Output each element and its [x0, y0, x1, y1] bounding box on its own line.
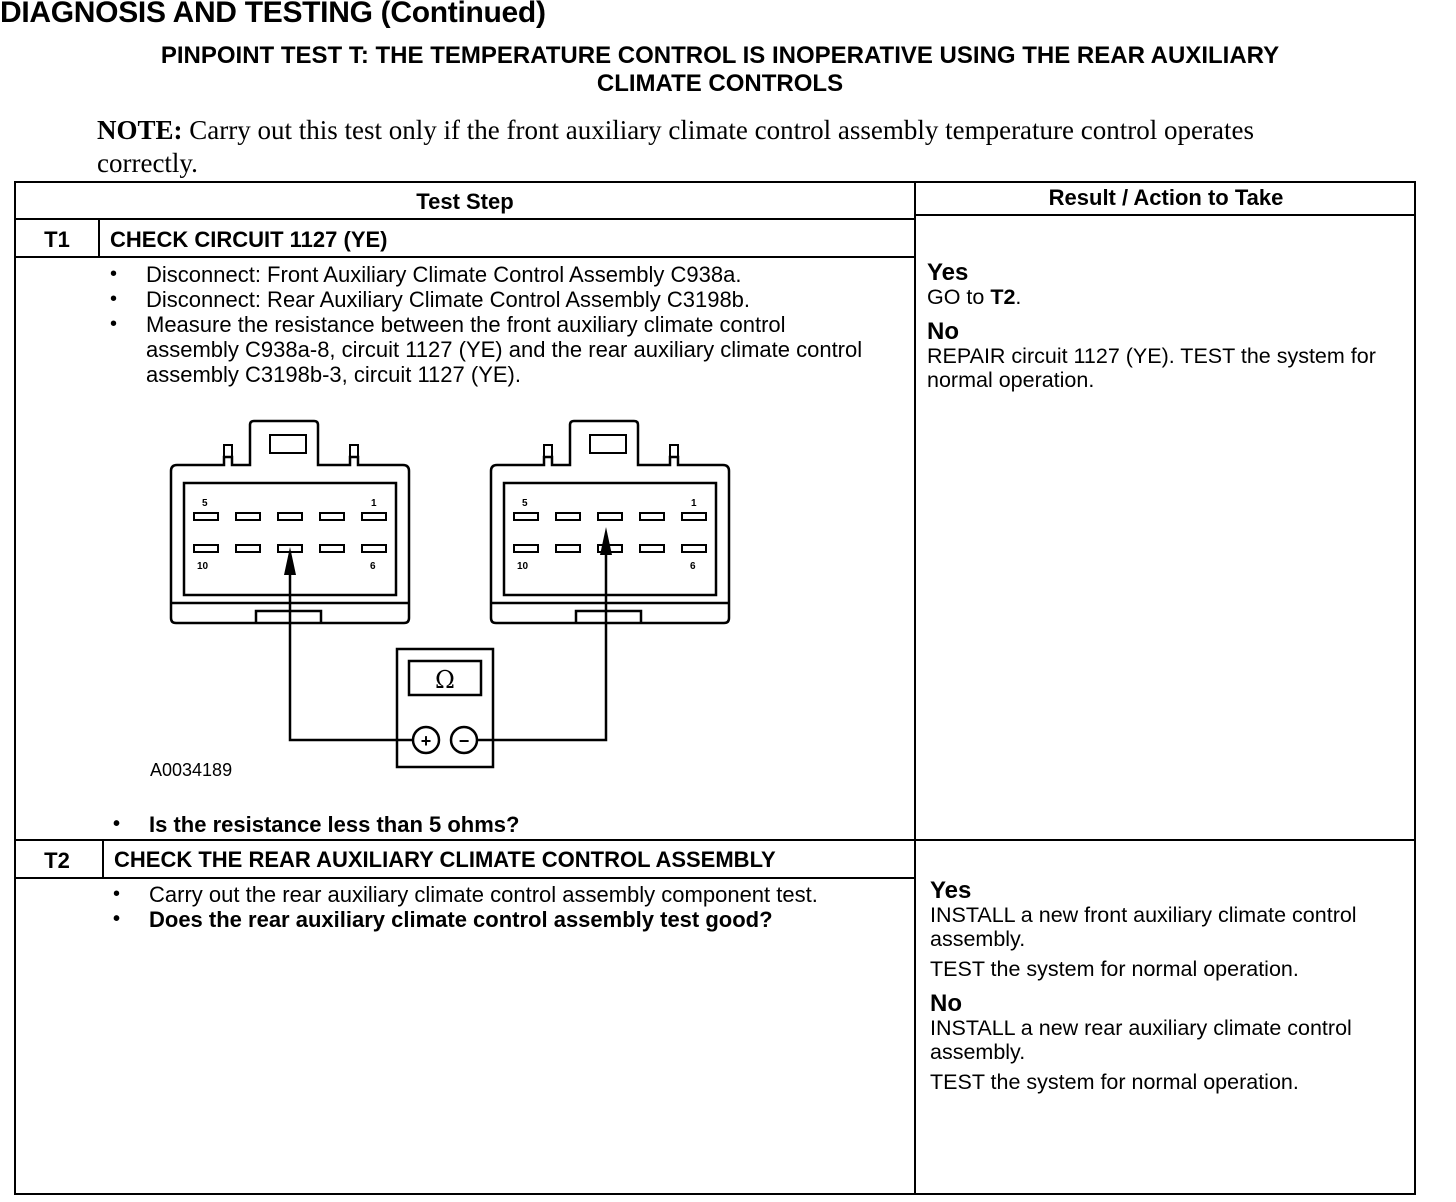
- no-action-t1: REPAIR circuit 1127 (YE). TEST the system for normal operation.: [927, 344, 1376, 392]
- step-title-t2: CHECK THE REAR AUXILIARY CLIMATE CONTROL ASSEMBLY: [114, 847, 776, 872]
- step-title-t1: CHECK CIRCUIT 1127 (YE): [110, 227, 388, 252]
- step-id-divider-t2: [102, 841, 104, 877]
- yes-label-t1: Yes: [927, 259, 969, 286]
- test-table: [14, 181, 1416, 1195]
- positive-lead: [290, 573, 413, 740]
- no-label-t2: No: [930, 990, 962, 1017]
- step-item: • Disconnect: Rear Auxiliary Climate Control Assembly C3198b.: [110, 287, 870, 312]
- step-question: • Is the resistance less than 5 ohms?: [113, 812, 893, 837]
- yes-action-t1: GO to T2.: [927, 285, 1022, 309]
- step-divider: [16, 839, 1414, 841]
- page-header: DIAGNOSIS AND TESTING (Continued): [0, 0, 546, 29]
- step-title-underline-t2: [16, 877, 914, 879]
- note: [97, 114, 1277, 180]
- result-t1: [927, 260, 1397, 392]
- column-header-result: Result / Action to Take: [1048, 185, 1284, 210]
- subtitle-line-2: CLIMATE CONTROLS: [596, 70, 844, 97]
- pin-label-1-front: 1: [371, 498, 377, 509]
- question-t1: [113, 812, 893, 837]
- step-item: • Measure the resistance between the front auxiliary climate control assembly C938a-8, circuit 1127 (YE) and the rear auxiliary climate control assembly C3198b-3, circuit 1127 (YE).: [110, 312, 870, 387]
- pinpoint-test-title: [40, 42, 1400, 98]
- ohm-symbol: Ω: [435, 666, 455, 694]
- goto-link-t2: T2: [990, 285, 1016, 309]
- probe-arrow-rear: [600, 527, 612, 555]
- no-test-t2: TEST the system for normal operation.: [930, 1070, 1299, 1094]
- plus-terminal: +: [420, 731, 432, 751]
- connector-diagram: [166, 413, 766, 773]
- pin-label-6-rear: 6: [690, 561, 696, 572]
- step-item: • Disconnect: Front Auxiliary Climate Control Assembly C938a.: [110, 262, 870, 287]
- result-t2: [930, 878, 1400, 1094]
- pin-label-5-rear: 5: [522, 498, 528, 509]
- step-question: • Does the rear auxiliary climate control assembly test good?: [113, 907, 883, 932]
- step-list-t1: [110, 262, 870, 387]
- pin-label-10-front: 10: [197, 561, 209, 572]
- negative-lead: [477, 553, 606, 740]
- figure-id: A0034189: [150, 760, 233, 780]
- subtitle-line-1: PINPOINT TEST T: THE TEMPERATURE CONTROL IS INOPERATIVE USING THE REAR AUXILIARY: [160, 42, 1280, 69]
- pin-label-6-front: 6: [370, 561, 376, 572]
- rear-connector-c3198b: [491, 421, 729, 623]
- note-text: Carry out this test only if the front auxiliary climate control assembly temperature control operates correctly.: [97, 115, 1254, 178]
- minus-terminal: −: [458, 731, 470, 751]
- note-label: NOTE:: [97, 115, 183, 145]
- pin-label-10-rear: 10: [517, 561, 529, 572]
- step-id-t2: T2: [44, 848, 70, 873]
- step-item: • Carry out the rear auxiliary climate control assembly component test.: [113, 882, 883, 907]
- step-id-t1: T1: [44, 227, 70, 252]
- header-divider-left: [16, 218, 914, 220]
- header-divider-right: [916, 214, 1414, 216]
- yes-label-t2: Yes: [930, 877, 972, 904]
- pin-label-5-front: 5: [202, 498, 208, 509]
- yes-action-t2: INSTALL a new front auxiliary climate control assembly.: [930, 903, 1357, 951]
- column-header-test-step: Test Step: [416, 189, 514, 214]
- column-divider: [914, 183, 916, 1193]
- yes-test-t2: TEST the system for normal operation.: [930, 957, 1299, 981]
- no-label-t1: No: [927, 318, 959, 345]
- step-list-t2: [113, 882, 883, 932]
- step-title-underline-t1: [16, 256, 914, 258]
- pin-label-1-rear: 1: [691, 498, 697, 509]
- no-action-t2: INSTALL a new rear auxiliary climate control assembly.: [930, 1016, 1352, 1064]
- step-id-divider-t1: [98, 220, 100, 256]
